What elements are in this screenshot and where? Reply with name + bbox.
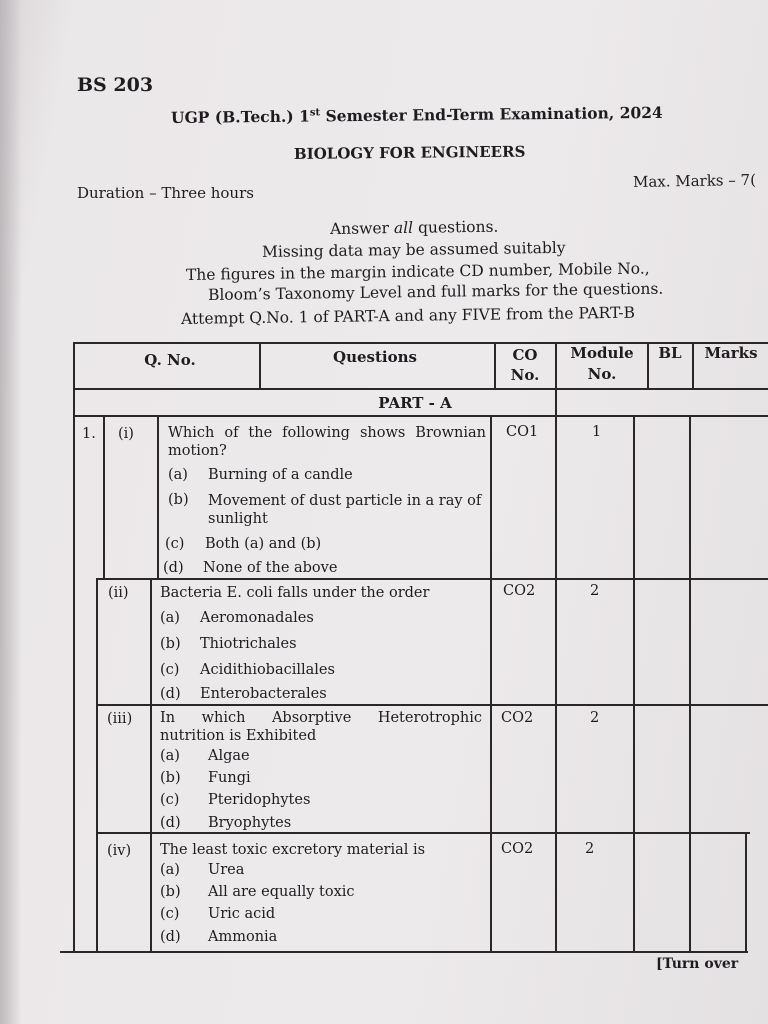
header-co-2: No. [510,366,540,384]
header-bl: BL [658,344,682,362]
course-code: BS 203 [77,74,154,96]
instruction-pre: Answer [329,219,395,238]
divider-question [490,415,492,952]
option-text: Pteridophytes [208,792,311,808]
option-text: Acidithiobacillales [200,662,335,678]
header-marks: Marks [704,344,758,362]
instruction-figures: The figures in the margin indicate CD number, Mobile No., [185,259,650,284]
option-text: None of the above [203,560,338,576]
option-text: All are equally toxic [208,884,355,900]
module-number: 1 [592,424,602,440]
option [160,610,314,626]
option-label: (b) [160,770,181,786]
option-text: Burning of a candle [208,467,353,483]
module-number: 2 [585,841,595,857]
exam-title-sup: st [309,107,321,119]
co-number: CO1 [506,424,539,440]
question-text: Which of the following shows Brownian motion? [168,425,486,459]
header-divider-qno [259,342,261,388]
instruction-missing-data: Missing data may be assumed suitably [261,238,566,261]
table-bottom-border [60,951,748,953]
option-text: Both (a) and (b) [205,536,322,552]
option-label: (a) [160,610,180,626]
option-text: Urea [208,862,245,878]
table-right-border-lower [745,832,747,952]
sub-question-number: (i) [118,426,134,442]
option-label: (a) [160,862,180,878]
option [165,536,321,552]
divider-qnum-lower [96,578,98,952]
divider-sub-lower [150,578,152,952]
divider-sub [157,415,159,580]
option [168,492,488,528]
option-text: Ammonia [208,929,278,945]
option [160,815,291,831]
option-text: Aeromonadales [200,610,314,626]
option [160,792,310,808]
module-number: 2 [590,583,600,599]
module-number: 2 [590,710,600,726]
option-text: Uric acid [208,906,276,922]
option [160,636,297,652]
option [160,662,335,678]
option [168,467,353,483]
instruction-answer-all [330,218,499,238]
table-left-border [73,342,75,952]
option-text: Enterobacterales [200,686,327,702]
option [160,929,277,945]
subject-title: BIOLOGY FOR ENGINEERS [293,142,526,163]
header-questions: Questions [333,348,417,366]
part-a-label: PART - A [378,394,452,412]
option [160,862,244,878]
option-label: (c) [160,906,180,922]
part-row-border [75,415,768,417]
header-bottom-border [74,388,768,390]
option [160,906,275,922]
instruction-blooms: Bloom’s Taxonomy Level and full marks for the questions. [207,279,664,304]
co-number: CO2 [501,710,534,726]
option-text: Movement of dust particle in a ray of sunlight [208,493,482,527]
instruction-attempt: Attempt Q.No. 1 of PART-A and any FIVE from the PART-B [180,303,636,328]
divider-bl [689,415,691,952]
header-module-1: Module [570,344,634,362]
option-label: (c) [160,792,180,808]
max-marks: Max. Marks – 7( [632,170,757,191]
option [160,748,250,764]
divider-module [633,415,635,952]
question-text: Bacteria E. coli falls under the order [160,585,430,601]
option-label: (b) [160,636,181,652]
instruction-emphasis: all [393,218,414,238]
option-text: Algae [208,748,250,764]
duration: Duration – Three hours [77,184,254,202]
option-label: (b) [160,884,181,900]
question-text: The least toxic excretory material is [160,842,426,858]
question-number: 1. [82,426,96,442]
sub-question-number: (iii) [107,711,133,727]
option-label: (b) [168,492,189,508]
exam-title-pre: UGP (B.Tech.) 1 [170,106,310,127]
turn-over-note: [Turn over [656,956,739,972]
sub-question-number: (ii) [108,585,129,601]
option-label: (d) [163,560,184,576]
co-number: CO2 [503,583,536,599]
divider-co [555,342,557,952]
page-edge-shadow [0,0,22,1024]
option-label: (c) [165,536,185,552]
option-label: (d) [160,686,181,702]
option-label: (a) [160,748,180,764]
header-qno: Q. No. [144,351,196,369]
sub-question-number: (iv) [107,843,132,859]
header-module-2: No. [587,365,617,383]
exam-title-post: Semester End-Term Examination, 2024 [320,102,663,126]
option-text: Fungi [208,770,251,786]
instruction-post: questions. [412,217,499,237]
option-text: Thiotrichales [200,636,297,652]
header-co-1: CO [512,346,538,364]
option [160,770,251,786]
option-label: (d) [160,929,181,945]
option [160,686,327,702]
row-border-1 [96,578,768,580]
exam-title [171,103,663,127]
co-number: CO2 [501,841,534,857]
divider-qnum [103,415,105,580]
option-label: (c) [160,662,180,678]
option-text: Bryophytes [208,815,292,831]
option-label: (a) [168,467,188,483]
option [160,884,355,900]
option-label: (d) [160,815,181,831]
question-text: In which Absorptive Heterotrophic nutrition is Exhibited [160,710,482,744]
option [163,560,337,576]
row-border-3 [96,832,750,834]
row-border-2 [96,704,768,706]
